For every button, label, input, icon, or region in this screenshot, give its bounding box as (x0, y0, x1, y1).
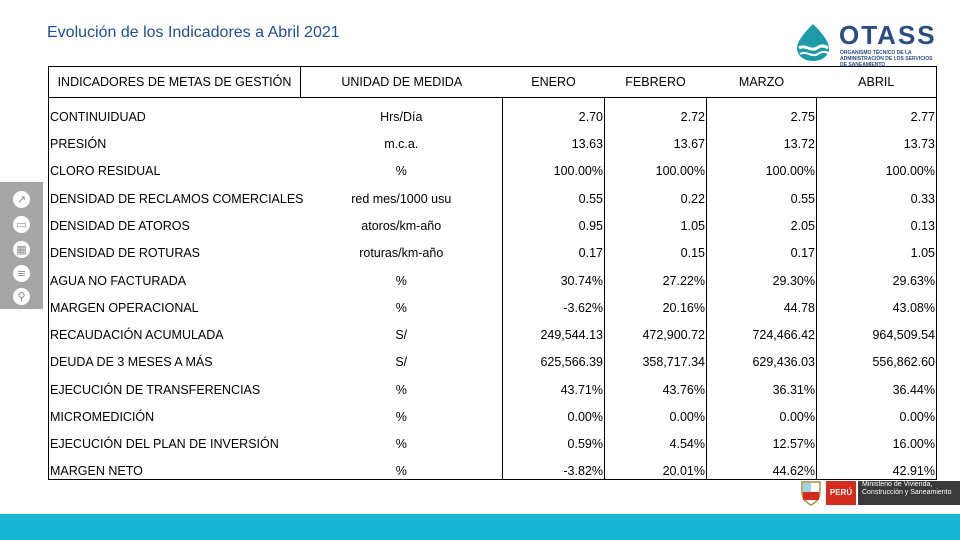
value-cell: 0.22 (605, 179, 707, 206)
table-row (49, 98, 937, 125)
value-cell: 100.00% (503, 152, 605, 179)
unit-cell: % (301, 152, 503, 179)
share-screen-icon[interactable]: ▭ (13, 216, 30, 233)
value-cell: 27.22% (605, 261, 707, 288)
unit-cell: % (301, 261, 503, 288)
table-row (49, 425, 937, 452)
unit-cell: roturas/km-año (301, 234, 503, 261)
table-row (49, 207, 937, 234)
value-cell: 43.08% (817, 289, 937, 316)
value-cell: 44.62% (707, 452, 817, 479)
value-cell: 0.00% (605, 398, 707, 425)
table-row (49, 398, 937, 425)
value-cell: 0.00% (503, 398, 605, 425)
table-row (49, 261, 937, 288)
unit-cell: S/ (301, 316, 503, 343)
value-cell: 36.31% (707, 370, 817, 397)
value-cell: 472,900.72 (605, 316, 707, 343)
indicator-name-cell: EJECUCIÓN DEL PLAN DE INVERSIÓN (49, 425, 301, 452)
value-cell: 1.05 (605, 207, 707, 234)
value-cell: 2.72 (605, 98, 707, 125)
value-cell: 249,544.13 (503, 316, 605, 343)
indicator-name-cell: DENSIDAD DE ROTURAS (49, 234, 301, 261)
value-cell: 2.75 (707, 98, 817, 125)
value-cell: 42.91% (817, 452, 937, 479)
indicator-name-cell: CONTINUIDUAD (49, 98, 301, 125)
share-icon[interactable]: ↗ (13, 191, 30, 208)
indicator-name-cell: DEUDA DE 3 MESES A MÁS (49, 343, 301, 370)
value-cell: 13.63 (503, 125, 605, 152)
header-indicator: INDICADORES DE METAS DE GESTIÓN (49, 67, 301, 98)
value-cell: 13.73 (817, 125, 937, 152)
value-cell: 724,466.42 (707, 316, 817, 343)
presentation-toolbar (0, 182, 43, 309)
value-cell: 13.67 (605, 125, 707, 152)
table-row (49, 343, 937, 370)
value-cell: 29.30% (707, 261, 817, 288)
unit-cell: % (301, 452, 503, 479)
indicator-name-cell: MARGEN NETO (49, 452, 301, 479)
ministerio-label: Ministerio de Vivienda, Construcción y Saneamiento (858, 481, 960, 505)
value-cell: 20.16% (605, 289, 707, 316)
unit-cell: % (301, 398, 503, 425)
table-row (49, 152, 937, 179)
value-cell: 0.59% (503, 425, 605, 452)
value-cell: 2.05 (707, 207, 817, 234)
value-cell: 2.77 (817, 98, 937, 125)
indicator-name-cell: MARGEN OPERACIONAL (49, 289, 301, 316)
value-cell: 30.74% (503, 261, 605, 288)
table-row (49, 370, 937, 397)
table-header-row (49, 67, 937, 98)
value-cell: -3.82% (503, 452, 605, 479)
peru-coat-of-arms-icon (800, 480, 822, 506)
header-unit: UNIDAD DE MEDIDA (301, 67, 503, 98)
value-cell: 1.05 (817, 234, 937, 261)
header-marzo: MARZO (707, 67, 817, 98)
value-cell: 0.95 (503, 207, 605, 234)
page-title: Evolución de los Indicadores a Abril 2021 (47, 24, 340, 41)
value-cell: 0.15 (605, 234, 707, 261)
value-cell: 629,436.03 (707, 343, 817, 370)
table-row (49, 234, 937, 261)
header-abril: ABRIL (817, 67, 937, 98)
value-cell: 100.00% (707, 152, 817, 179)
indicator-name-cell: CLORO RESIDUAL (49, 152, 301, 179)
value-cell: 43.71% (503, 370, 605, 397)
value-cell: 0.17 (503, 234, 605, 261)
value-cell: 0.33 (817, 179, 937, 206)
value-cell: 0.00% (707, 398, 817, 425)
indicators-table (48, 66, 937, 480)
indicator-name-cell: MICROMEDICIÓN (49, 398, 301, 425)
header-febrero: FEBRERO (605, 67, 707, 98)
indicator-name-cell: AGUA NO FACTURADA (49, 261, 301, 288)
value-cell: 100.00% (605, 152, 707, 179)
value-cell: 0.17 (707, 234, 817, 261)
otass-logo (793, 20, 943, 68)
value-cell: 100.00% (817, 152, 937, 179)
value-cell: 0.55 (503, 179, 605, 206)
table-row (49, 125, 937, 152)
value-cell: 16.00% (817, 425, 937, 452)
value-cell: 625,566.39 (503, 343, 605, 370)
notes-icon[interactable]: ≡ (13, 265, 30, 282)
value-cell: 0.55 (707, 179, 817, 206)
unit-cell: % (301, 425, 503, 452)
indicator-name-cell: DENSIDAD DE RECLAMOS COMERCIALES (49, 179, 301, 206)
value-cell: 0.00% (817, 398, 937, 425)
value-cell: 0.13 (817, 207, 937, 234)
unit-cell: % (301, 289, 503, 316)
unit-cell: atoros/km-año (301, 207, 503, 234)
peru-label: PERÚ (826, 481, 856, 505)
unit-cell: % (301, 370, 503, 397)
value-cell: 44.78 (707, 289, 817, 316)
zoom-icon[interactable]: ⚲ (13, 288, 30, 305)
table-row (49, 452, 937, 479)
brand-name: OTASS (839, 20, 937, 50)
indicator-name-cell: EJECUCIÓN DE TRANSFERENCIAS (49, 370, 301, 397)
value-cell: 358,717.34 (605, 343, 707, 370)
table-row (49, 316, 937, 343)
water-drop-logo-icon (793, 22, 833, 62)
value-cell: -3.62% (503, 289, 605, 316)
indicator-name-cell: DENSIDAD DE ATOROS (49, 207, 301, 234)
indicator-name-cell: RECAUDACIÓN ACUMULADA (49, 316, 301, 343)
value-cell: 556,862.60 (817, 343, 937, 370)
value-cell: 13.72 (707, 125, 817, 152)
gallery-icon[interactable]: ▦ (13, 241, 30, 258)
value-cell: 12.57% (707, 425, 817, 452)
unit-cell: red mes/1000 usu (301, 179, 503, 206)
unit-cell: m.c.a. (301, 125, 503, 152)
value-cell: 29.63% (817, 261, 937, 288)
value-cell: 2.70 (503, 98, 605, 125)
value-cell: 43.76% (605, 370, 707, 397)
value-cell: 4.54% (605, 425, 707, 452)
table-row (49, 289, 937, 316)
value-cell: 36.44% (817, 370, 937, 397)
header-enero: ENERO (503, 67, 605, 98)
value-cell: 20.01% (605, 452, 707, 479)
value-cell: 964,509.54 (817, 316, 937, 343)
brand-tagline: ORGANISMO TÉCNICO DE LA ADMINISTRACIÓN DE LOS SERVICIOS DE SANEAMIENTO (840, 50, 933, 68)
unit-cell: Hrs/Día (301, 98, 503, 125)
footer-bar (0, 514, 960, 540)
unit-cell: S/ (301, 343, 503, 370)
table-row (49, 179, 937, 206)
indicator-name-cell: PRESIÓN (49, 125, 301, 152)
